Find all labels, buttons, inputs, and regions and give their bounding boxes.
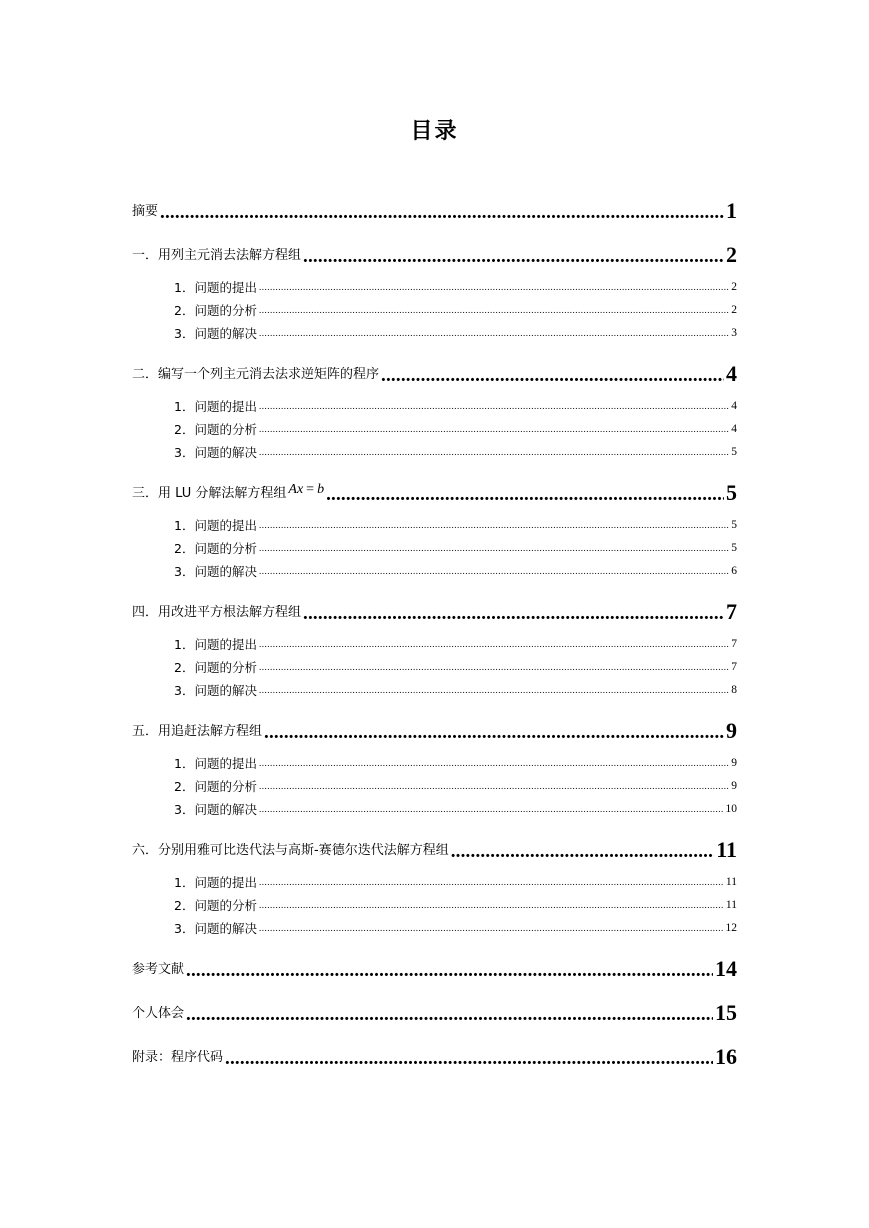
toc-subentry[interactable]: [132, 272, 737, 295]
toc-entry-label: 二．编写一个列主元消去法求逆矩阵的程序: [132, 367, 380, 382]
toc-entry-page-number: 7: [726, 599, 737, 624]
toc-dot-leader: [259, 305, 729, 318]
toc-dot-leader: [326, 485, 724, 504]
toc-subentry[interactable]: [132, 794, 737, 817]
toc-subentry-label: 2．问题的分析: [174, 779, 257, 794]
toc-subentry[interactable]: [132, 652, 737, 675]
toc-subentry-label: 1．问题的提出: [174, 280, 257, 295]
toc-subentry[interactable]: [132, 414, 737, 437]
toc-subentry-page-number: 2: [731, 304, 737, 316]
toc-subentry[interactable]: [132, 533, 737, 556]
toc-subentry-label: 1．问题的提出: [174, 399, 257, 414]
toc-dot-leader: [264, 723, 724, 742]
toc-subentry[interactable]: [132, 748, 737, 771]
toc-entry[interactable]: [132, 1024, 737, 1068]
toc-subentry[interactable]: [132, 867, 737, 890]
toc-subentry-label: 3．问题的解决: [174, 802, 257, 817]
toc-dot-leader: [259, 401, 729, 414]
toc-subentry-label: 3．问题的解决: [174, 326, 257, 341]
toc-subentry[interactable]: [132, 629, 737, 652]
toc-subentry-page-number: 9: [731, 780, 737, 792]
toc-entry[interactable]: [132, 980, 737, 1024]
toc-entry[interactable]: [132, 341, 737, 385]
toc-subentry-label: 3．问题的解决: [174, 921, 257, 936]
toc-entry-page-number: 16: [715, 1044, 737, 1069]
toc-subentry[interactable]: [132, 675, 737, 698]
toc-dot-leader: [186, 1005, 713, 1024]
toc-title: 目录: [410, 119, 459, 144]
toc-dot-leader: [381, 366, 724, 385]
toc-subentry-page-number: 8: [731, 684, 737, 696]
toc-subentry[interactable]: [132, 318, 737, 341]
toc-dot-leader: [259, 781, 729, 794]
toc-dot-leader: [259, 520, 729, 533]
toc-subentry-page-number: 12: [725, 922, 737, 934]
toc-dot-leader: [160, 203, 724, 222]
toc-entry[interactable]: [132, 936, 737, 980]
toc-entry[interactable]: [132, 222, 737, 266]
toc-entry[interactable]: [132, 579, 737, 623]
toc-subentry-page-number: 11: [725, 876, 737, 888]
toc-dot-leader: [259, 543, 729, 556]
toc-entry-label: 一．用列主元消去法解方程组: [132, 248, 302, 263]
toc-entry-page-number: 14: [715, 956, 737, 981]
toc-subentry-page-number: 6: [731, 565, 737, 577]
toc-subentry-label: 2．问题的分析: [174, 303, 257, 318]
toc-dot-leader: [186, 961, 713, 980]
toc-subentry-label: 3．问题的解决: [174, 683, 257, 698]
toc-subentry-page-number: 2: [731, 281, 737, 293]
toc-subentry-label: 1．问题的提出: [174, 756, 257, 771]
toc-entry-label: 个人体会: [132, 1006, 185, 1021]
toc-dot-leader: [225, 1049, 713, 1068]
toc-subentry-page-number: 4: [731, 400, 737, 412]
toc-entry-page-number: 9: [726, 718, 737, 743]
toc-dot-leader: [259, 328, 729, 341]
toc-entry[interactable]: [132, 178, 737, 222]
toc-subentry-page-number: 4: [731, 423, 737, 435]
toc-dot-leader: [259, 685, 729, 698]
toc-subentry[interactable]: [132, 437, 737, 460]
toc-subentry[interactable]: [132, 295, 737, 318]
toc-subentry-page-number: 5: [731, 542, 737, 554]
toc-subentry-label: 2．问题的分析: [174, 541, 257, 556]
toc-dot-leader: [259, 282, 729, 295]
toc-subentry[interactable]: [132, 556, 737, 579]
toc-entry-label: 附录：程序代码: [132, 1050, 224, 1065]
toc-entry[interactable]: [132, 698, 737, 742]
toc-entry-page-number: 2: [726, 242, 737, 267]
toc-dot-leader: [259, 566, 729, 579]
toc-dot-leader: [259, 900, 724, 913]
toc-entry[interactable]: [132, 817, 737, 861]
toc-dot-leader: [259, 662, 729, 675]
toc-subentry-label: 2．问题的分析: [174, 422, 257, 437]
toc-subentry-page-number: 5: [731, 519, 737, 531]
toc-entry-formula: [288, 482, 324, 498]
toc-subentry-page-number: 7: [731, 661, 737, 673]
toc-entry-page-number: 11: [716, 837, 737, 862]
toc-entry-page-number: 4: [726, 361, 737, 386]
toc-entry-label: 四．用改进平方根法解方程组: [132, 605, 302, 620]
toc-entry-page-number: 15: [715, 1000, 737, 1025]
toc-dot-leader: [259, 758, 729, 771]
toc-subentry-label: 3．问题的解决: [174, 564, 257, 579]
toc-subentry-page-number: 10: [725, 803, 737, 815]
toc-subentry-label: 2．问题的分析: [174, 660, 257, 675]
toc-dot-leader: [259, 447, 729, 460]
toc-dot-leader: [259, 923, 724, 936]
toc-subentry-page-number: 3: [731, 327, 737, 339]
toc-subentry-label: 3．问题的解决: [174, 445, 257, 460]
toc-subentry[interactable]: [132, 391, 737, 414]
toc-entry-page-number: 5: [726, 480, 737, 505]
formula-lhs: Ax: [288, 482, 304, 497]
toc-subentry-label: 2．问题的分析: [174, 898, 257, 913]
toc-subentry-page-number: 11: [725, 899, 737, 911]
toc-entry-label: 摘要: [132, 204, 159, 219]
toc-subentry[interactable]: [132, 510, 737, 533]
toc-entry[interactable]: [132, 460, 737, 504]
toc-dot-leader: [303, 247, 724, 266]
toc-dot-leader: [259, 639, 729, 652]
toc-dot-leader: [259, 804, 724, 817]
toc-subentry-label: 1．问题的提出: [174, 875, 257, 890]
toc-entry-page-number: 1: [726, 198, 737, 223]
toc-dot-leader: [259, 424, 729, 437]
toc-entry-label: 三．用 LU 分解法解方程组: [132, 486, 287, 501]
toc-subentry-page-number: 7: [731, 638, 737, 650]
toc-subentry[interactable]: [132, 771, 737, 794]
toc-dot-leader: [303, 604, 724, 623]
toc-dot-leader: [451, 842, 715, 861]
toc-entry-label: 参考文献: [132, 962, 185, 977]
toc-subentry-label: 1．问题的提出: [174, 637, 257, 652]
toc-subentry-label: 1．问题的提出: [174, 518, 257, 533]
formula-rhs: b: [317, 482, 325, 497]
toc-entry-label: 五．用追赶法解方程组: [132, 724, 263, 739]
toc-subentry-page-number: 5: [731, 446, 737, 458]
toc-dot-leader: [259, 877, 724, 890]
toc-subentry[interactable]: [132, 913, 737, 936]
toc-subentry-page-number: 9: [731, 757, 737, 769]
table-of-contents: [132, 178, 737, 1068]
toc-entry-label: 六．分别用雅可比迭代法与高斯-赛德尔迭代法解方程组: [132, 843, 449, 858]
formula-equals: =: [306, 482, 315, 497]
toc-subentry[interactable]: [132, 890, 737, 913]
